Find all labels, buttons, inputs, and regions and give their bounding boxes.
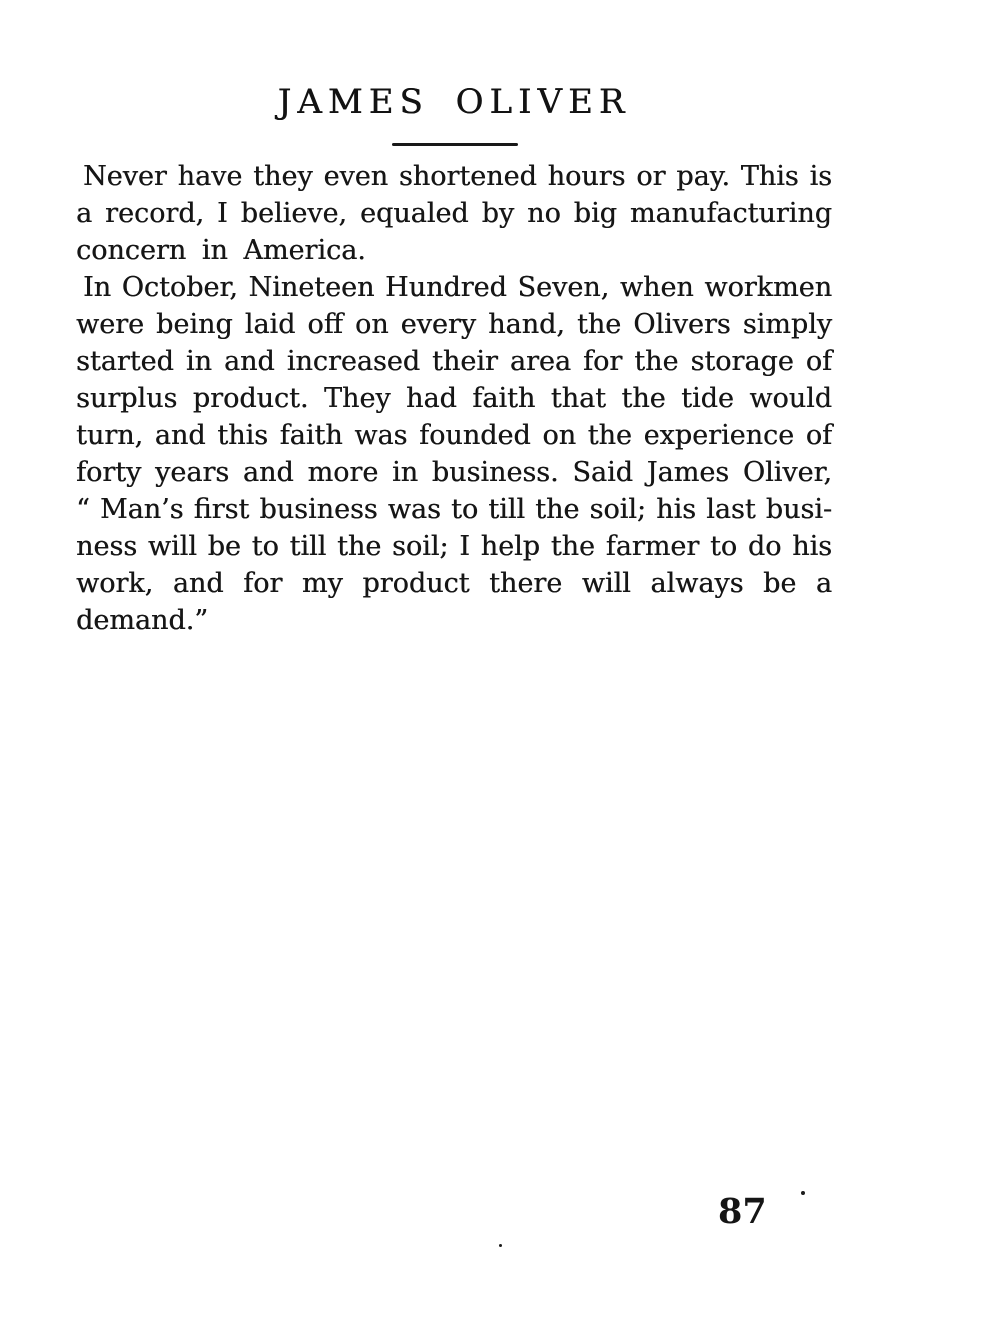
text-line: Never have they even shortened hours or pay. This is <box>83 161 832 192</box>
ink-speck <box>801 1191 805 1195</box>
text-line: work, and for my product there will always be a <box>76 568 832 599</box>
text-line: turn, and this faith was founded on the experience of <box>76 420 832 451</box>
page-title: JAMES OLIVER <box>277 82 631 122</box>
text-line: a record, I believe, equaled by no big manufacturing <box>76 198 832 229</box>
text-line: started in and increased their area for the storage of <box>76 346 832 377</box>
text-line: surplus product. They had faith that the tide would <box>76 383 832 414</box>
text-line: were being laid off on every hand, the Olivers simply <box>76 309 832 340</box>
text-line: concern in America. <box>76 235 366 266</box>
body-text <box>76 158 832 639</box>
text-line: forty years and more in business. Said James Oliver, <box>76 457 832 488</box>
text-line: ness will be to till the soil; I help the farmer to do his <box>76 531 832 562</box>
page-number: 87 <box>718 1191 767 1232</box>
text-line: “ Man’s first business was to till the soil; his last busi- <box>76 494 832 525</box>
paragraph <box>76 158 832 269</box>
text-line: In October, Nineteen Hundred Seven, when workmen <box>83 272 832 303</box>
paragraph <box>76 269 832 639</box>
title-divider-rule <box>392 143 518 146</box>
text-line: demand.” <box>76 605 209 636</box>
ink-speck <box>499 1244 502 1247</box>
